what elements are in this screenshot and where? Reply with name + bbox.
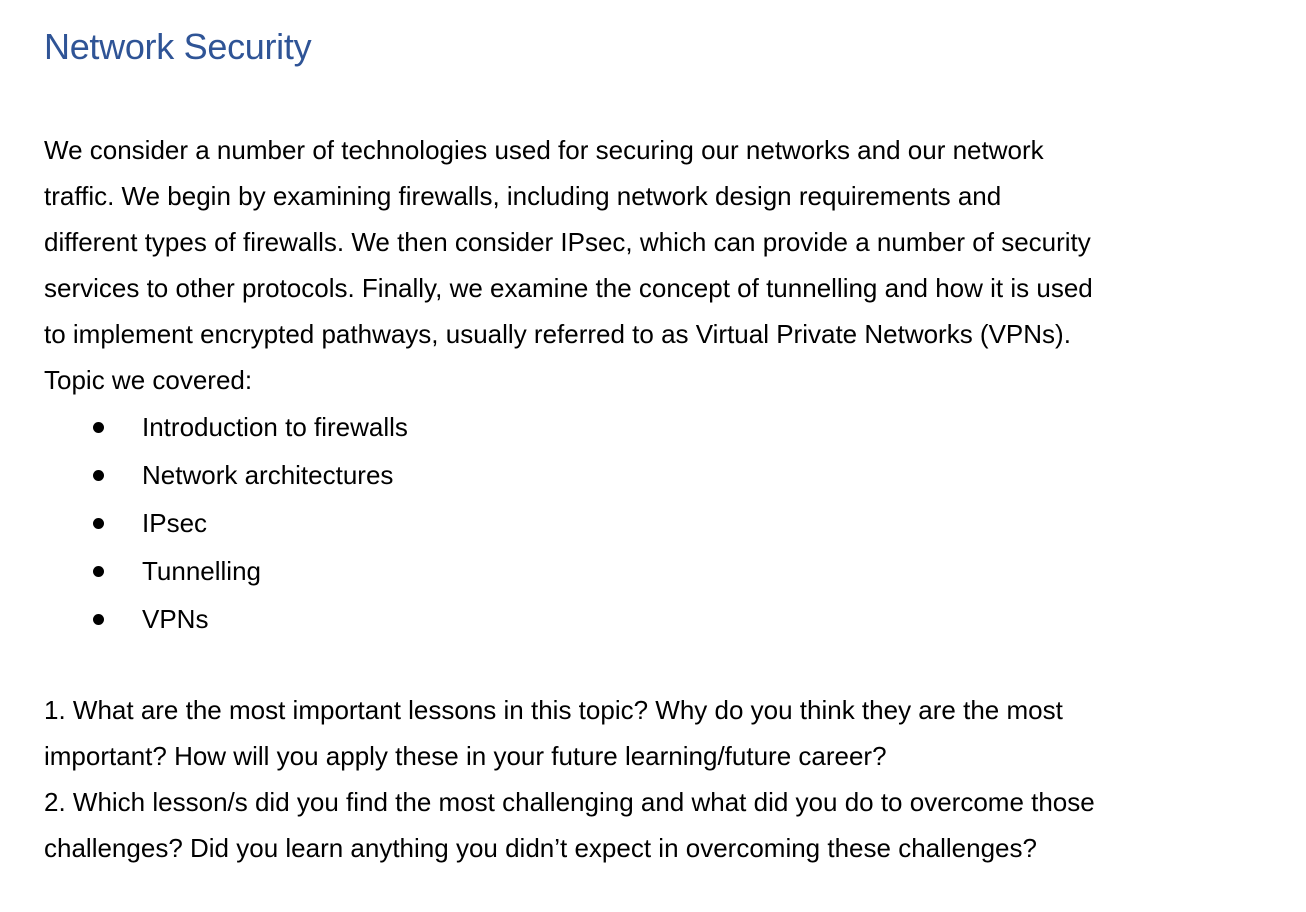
- list-item-label: Tunnelling: [142, 556, 262, 586]
- document-body: [44, 127, 1294, 871]
- bullet-icon: [93, 518, 104, 529]
- list-item: [44, 403, 1294, 451]
- intro-line: different types of firewalls. We then consider IPsec, which can provide a number of security: [44, 227, 1091, 257]
- topics-label: Topic we covered:: [44, 365, 253, 395]
- list-item-label: VPNs: [142, 604, 209, 634]
- bullet-icon: [93, 422, 104, 433]
- list-item-label: Introduction to firewalls: [142, 412, 408, 442]
- intro-line: We consider a number of technologies used for securing our networks and our network: [44, 135, 1044, 165]
- empty-line: [44, 643, 1294, 687]
- question-line: important? How will you apply these in your future learning/future career?: [44, 741, 887, 771]
- bullet-icon: [93, 470, 104, 481]
- intro-line: services to other protocols. Finally, we examine the concept of tunnelling and how it is used: [44, 273, 1093, 303]
- list-item: [44, 451, 1294, 499]
- bullet-icon: [93, 614, 104, 625]
- list-item-label: Network architectures: [142, 460, 394, 490]
- question-line: 1. What are the most important lessons in this topic? Why do you think they are the most: [44, 695, 1063, 725]
- list-item-label: IPsec: [142, 508, 208, 538]
- intro-line: traffic. We begin by examining firewalls, including network design requirements and: [44, 181, 1002, 211]
- list-item: [44, 595, 1294, 643]
- page-title: Network Security: [44, 26, 312, 67]
- questions-paragraph: [44, 687, 1294, 871]
- bullet-icon: [93, 566, 104, 577]
- list-item: [44, 547, 1294, 595]
- question-line: challenges? Did you learn anything you didn’t expect in overcoming these challenges?: [44, 833, 1037, 863]
- topics-list: [44, 403, 1294, 643]
- list-item: [44, 499, 1294, 547]
- intro-line: to implement encrypted pathways, usually referred to as Virtual Private Networks (VPNs).: [44, 319, 1071, 349]
- question-line: 2. Which lesson/s did you find the most challenging and what did you do to overcome those: [44, 787, 1095, 817]
- intro-paragraph: [44, 127, 1294, 403]
